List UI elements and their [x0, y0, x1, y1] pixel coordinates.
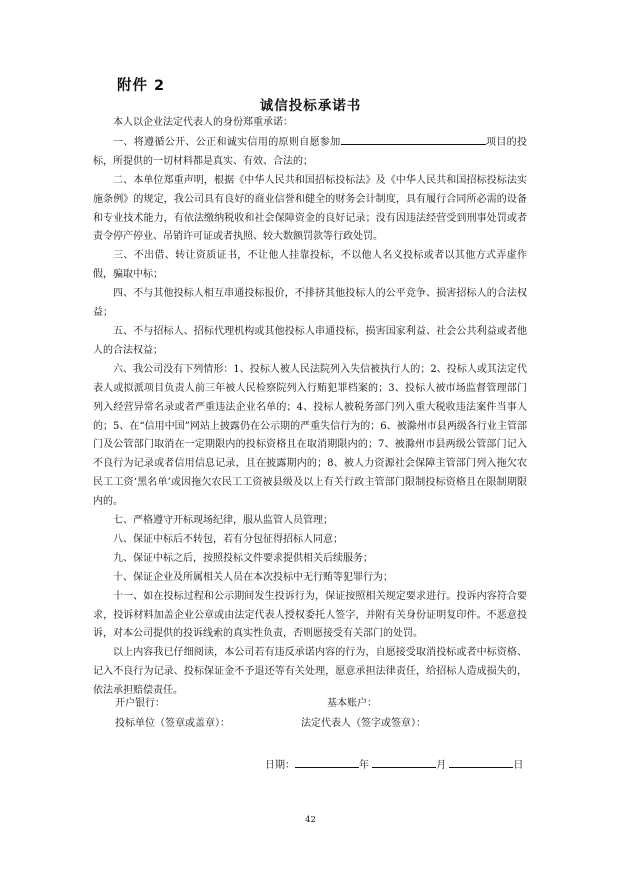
day-label: 日	[513, 760, 524, 771]
month-label: 月	[436, 760, 447, 771]
month-blank[interactable]	[372, 756, 436, 768]
paragraph-item-5: 五、不与招标人、招标代理机构或其他投标人串通投标，损害国家利益、社会公共利益或者他人的合法权益；	[93, 325, 527, 356]
bank-info-row	[115, 697, 377, 711]
bidding-unit-label: 投标单位（签章或盖章）：	[115, 718, 230, 729]
document-title: 诚信投标承诺书	[259, 98, 362, 114]
paragraph-item-10: 十、保证企业及所属相关人员在本次投标中无行贿等犯罪行为；	[113, 571, 393, 583]
signature-row	[115, 717, 426, 731]
bank-label: 开户银行：	[115, 698, 165, 709]
item1-text-after: 项目的投标，所提供的一切材料都是真实、有效、合法的；	[93, 136, 528, 167]
account-label: 基本账户：	[327, 698, 377, 709]
paragraph-item-9: 九、保证中标之后，按照投标文件要求提供相关后续服务；	[113, 552, 373, 564]
year-blank[interactable]	[295, 756, 359, 768]
day-blank[interactable]	[449, 756, 513, 768]
paragraph-item-2: 二、本单位郑重声明，根据《中华人民共和国招标投标法》及《中华人民共和国招标投标法实施条例》的规定，我公司具有良好的商业信誉和健全的财务会计制度，具有履行合同所必需的设备和专业技术能力，有依法缴纳税收和社会保障资金的良好记录；没有因违法经营受到刑事处罚或者责令停产停业、吊销许可证或者执照、较大数额罚款等行政处罚。	[93, 174, 527, 243]
intro-paragraph: 本人以企业法定代表人的身份郑重承诺：	[113, 117, 293, 128]
legal-representative-label: 法定代表人（签字或签章）：	[301, 718, 426, 729]
paragraph-item-11: 十一、如在投标过程和公示期间发生投诉行为，保证按照相关规定要求进行。投诉内容符合要求，投诉材料加盖企业公章或由法定代表人授权委托人签字，并附有关身份证明复印件。不恶意投诉，对本公司提供的投诉线索的真实性负责，否则愿接受有关部门的处罚。	[93, 590, 527, 640]
paragraph-item-8: 八、保证中标后不转包，若有分包征得招标人同意；	[113, 533, 343, 545]
paragraph-item-4: 四、不与其他投标人相互串通投标报价，不排挤其他投标人的公平竞争、损害招标人的合法权益；	[93, 288, 527, 319]
document-body	[93, 114, 527, 701]
page-number: 42	[305, 815, 316, 825]
paragraph-item-6: 六、我公司没有下列情形：1、投标人被人民法院列入失信被执行人的；2、投标人或其法定代表人或拟派项目负责人前三年被人民检察院列入行贿犯罪档案的；3、投标人被市场监督管理部门列入经营异常名录或者严重违法企业名单的；4、投标人被税务部门列入重大税收违法案件当事人的；5、在“信用中国”网站上披露仍在公示期的严重失信行为的；6、被滁州市县两级各行业主管部门及公管部门取消在一定期限内的投标资格且在取消期限内的；7、被滁州市县两级公管部门记入不良行为记录或者信用信息记录，且在披露期内的；8、被人力资源社会保障主管部门列入拖欠农民工工资‘黑名单’或因拖欠农民工工资被县级及以上有关行政主管部门限制投标资格且在限制期限内的。	[93, 363, 527, 508]
attachment-label: 附件 2	[117, 78, 166, 94]
paragraph-item-1	[93, 133, 527, 172]
paragraph-item-3: 三、不出借、转让资质证书，不让他人挂靠投标，不以他人名义投标或者以其他方式弄虚作假，骗取中标；	[93, 250, 527, 281]
item1-text-before: 一、将遵循公开、公正和诚实信用的原则自愿参加	[113, 136, 341, 148]
closing-paragraph: 以上内容我已仔细阅读，本公司若有违反承诺内容的行为，自愿接受取消投标或者中标资格、记入不良行为记录、投标保证金不予退还等有关处理，愿意承担法律责任，给招标人造成损失的，依法承担赔偿责任。	[93, 647, 527, 697]
date-row	[265, 756, 523, 773]
paragraph-item-7: 七、严格遵守开标现场纪律，服从监管人员管理；	[113, 515, 333, 527]
date-label: 日期：	[265, 760, 295, 771]
year-label: 年	[359, 760, 369, 771]
project-name-blank[interactable]	[341, 133, 486, 145]
